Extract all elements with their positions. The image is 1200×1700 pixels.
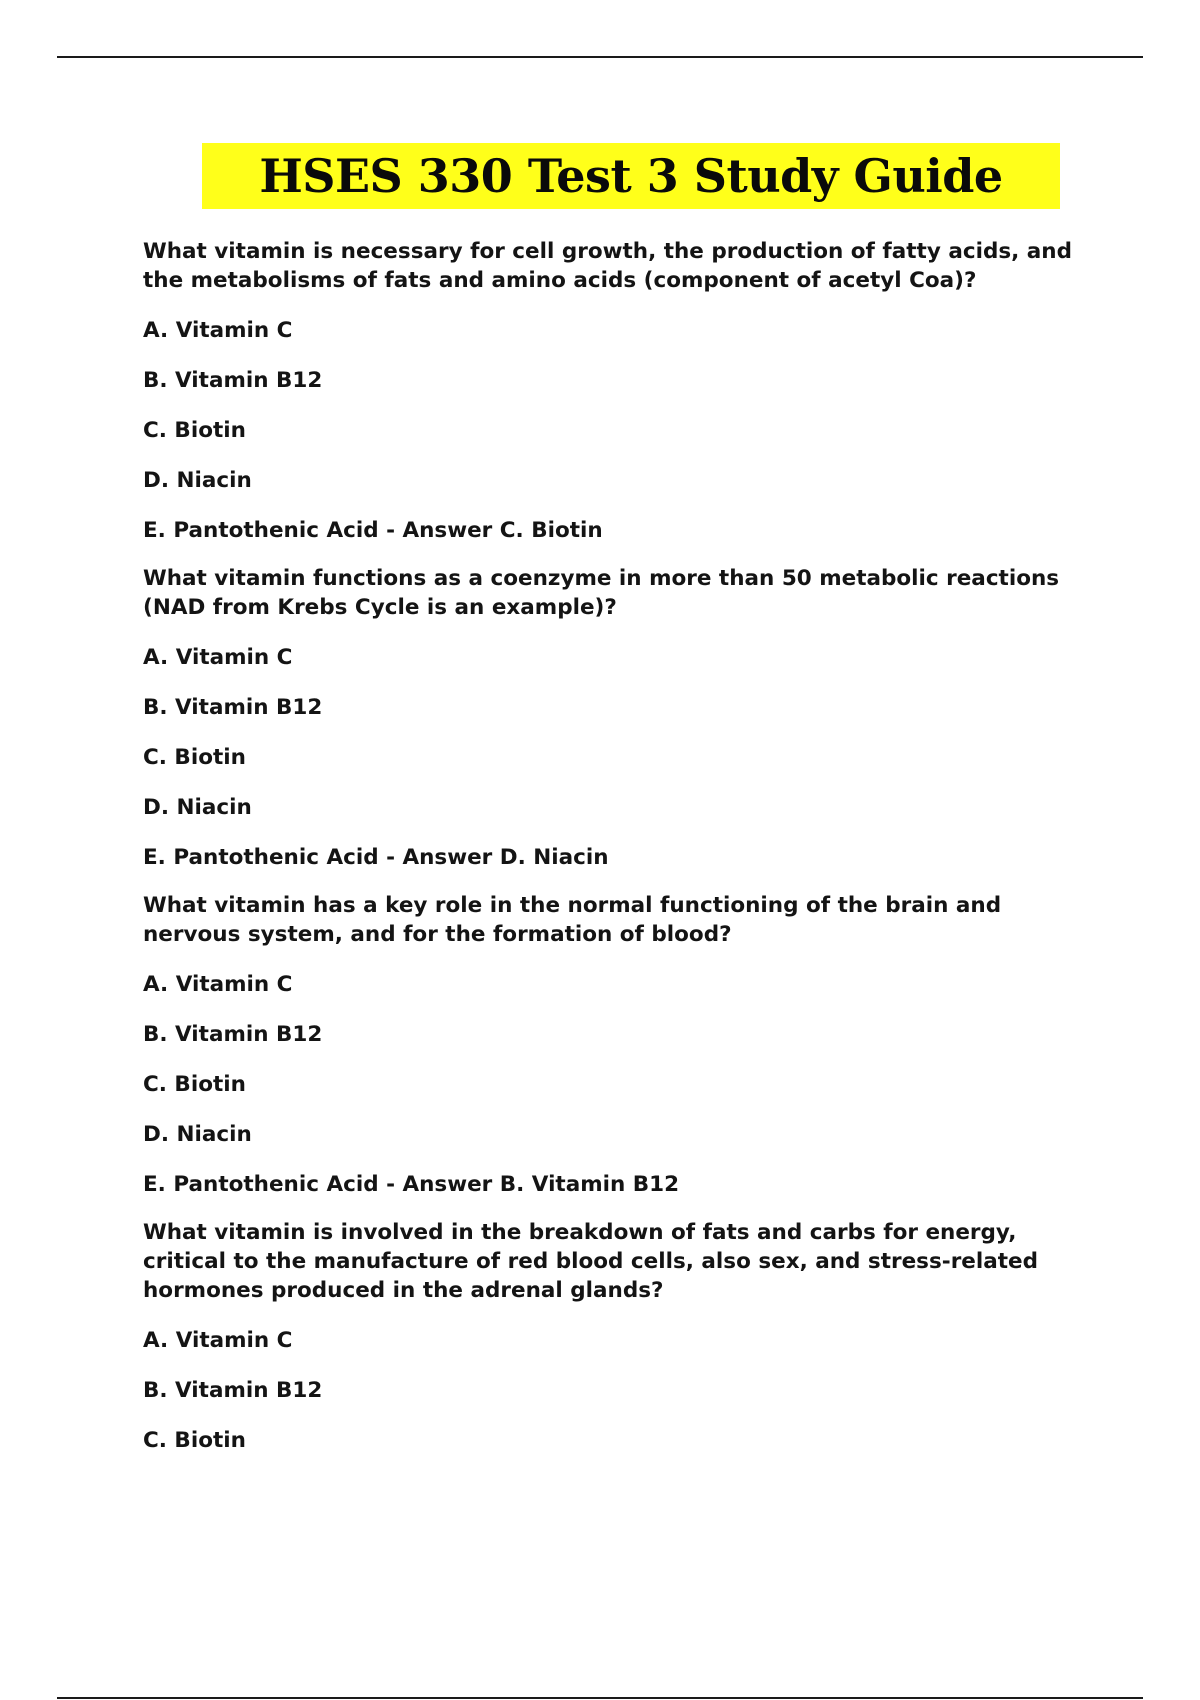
answer-option: A. Vitamin C	[143, 318, 293, 343]
question-text: What vitamin is involved in the breakdown of fats and carbs for energy, critical to the manufacture of red blood cells, also sex, and stress-related hormones produced in the adrenal glands?	[143, 1220, 1039, 1303]
answer-option: C. Biotin	[143, 745, 246, 770]
document-body	[143, 237, 1083, 1455]
answer-option: B. Vitamin B12	[143, 695, 323, 720]
answer-option: D. Niacin	[143, 1122, 252, 1147]
question-block-3	[143, 891, 1083, 1199]
answer-option: A. Vitamin C	[143, 645, 293, 670]
answer-option-with-answer: E. Pantothenic Acid - Answer D. Niacin	[143, 845, 609, 870]
answer-option: A. Vitamin C	[143, 972, 293, 997]
answer-option-with-answer: E. Pantothenic Acid - Answer C. Biotin	[143, 518, 603, 543]
answer-option-with-answer: E. Pantothenic Acid - Answer B. Vitamin B12	[143, 1172, 680, 1197]
document-title: HSES 330 Test 3 Study Guide	[259, 149, 1003, 203]
question-block-4	[143, 1218, 1083, 1455]
answer-option: D. Niacin	[143, 468, 252, 493]
answer-option: C. Biotin	[143, 1072, 246, 1097]
answer-option: C. Biotin	[143, 1428, 246, 1453]
answer-option: A. Vitamin C	[143, 1328, 293, 1353]
header-rule	[57, 56, 1143, 58]
answer-option: D. Niacin	[143, 795, 252, 820]
question-text: What vitamin has a key role in the normal functioning of the brain and nervous system, and for the formation of blood?	[143, 893, 1002, 947]
answer-option: B. Vitamin B12	[143, 368, 323, 393]
question-block-1	[143, 237, 1083, 545]
question-text: What vitamin is necessary for cell growth, the production of fatty acids, and the metabolisms of fats and amino acids (component of acetyl Coa)?	[143, 239, 1072, 293]
answer-option: B. Vitamin B12	[143, 1022, 323, 1047]
question-block-2	[143, 564, 1083, 872]
answer-option: C. Biotin	[143, 418, 246, 443]
answer-option: B. Vitamin B12	[143, 1378, 323, 1403]
question-text: What vitamin functions as a coenzyme in more than 50 metabolic reactions (NAD from Krebs Cycle is an example)?	[143, 566, 1060, 620]
footer-rule	[57, 1697, 1143, 1699]
